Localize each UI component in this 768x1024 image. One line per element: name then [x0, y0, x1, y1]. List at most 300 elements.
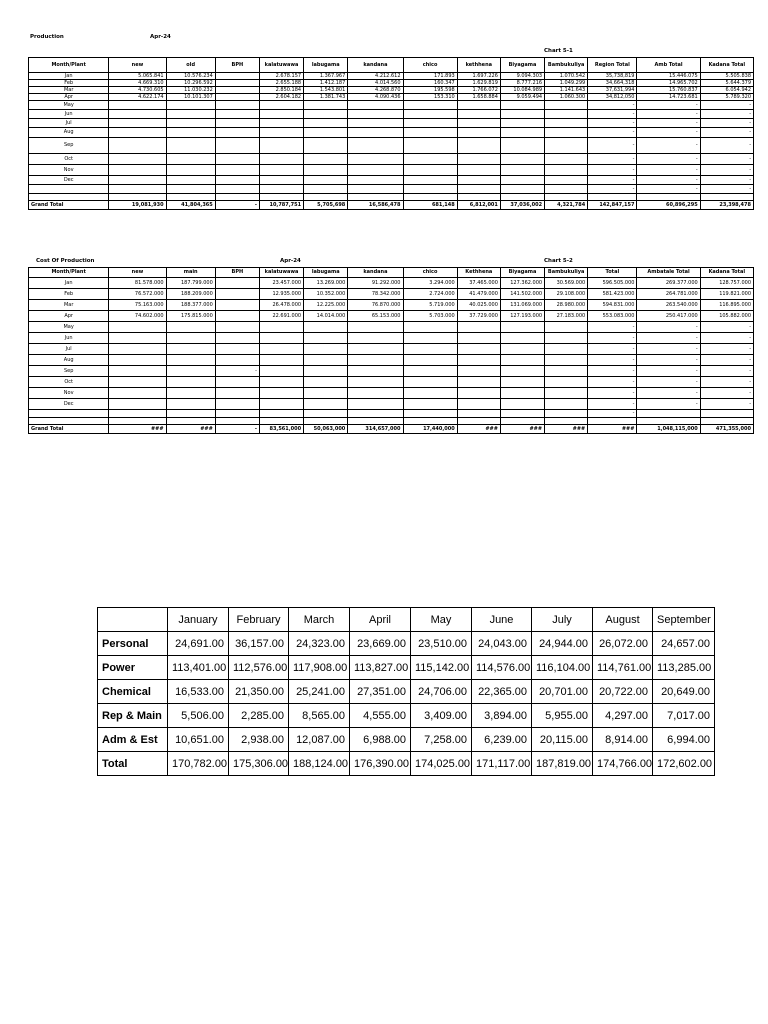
- table-cell: [259, 410, 303, 418]
- table-cell: [403, 101, 457, 110]
- table-row: [29, 410, 754, 418]
- row-label: Jun: [29, 333, 109, 344]
- table-cell: 41.479.000: [457, 289, 500, 300]
- table-cell: [403, 119, 457, 128]
- table-cell: 9.094.303: [500, 73, 544, 80]
- column-header: kandana: [348, 58, 403, 73]
- table-cell: 15.446.075: [637, 73, 700, 80]
- table-cell: [259, 399, 303, 410]
- table-cell: 10.101.307: [166, 94, 215, 101]
- table-cell: 115,142.00: [411, 656, 472, 680]
- table-cell: -: [700, 388, 753, 399]
- grand-total-cell: 4,321,784: [545, 201, 588, 210]
- table-cell: 4.268.870: [348, 87, 403, 94]
- table-cell: -: [700, 165, 753, 176]
- table-cell: -: [637, 344, 700, 355]
- table-row: [98, 704, 715, 728]
- table-cell: 3.294.000: [403, 278, 457, 289]
- table-cell: -: [588, 399, 637, 410]
- column-header: Month/Plant: [29, 268, 109, 278]
- table-cell: -: [588, 110, 637, 119]
- grand-total-cell: ###: [109, 425, 166, 434]
- cost-period: Apr-24: [280, 258, 301, 264]
- column-header: Month/Plant: [29, 58, 109, 73]
- table-cell: [109, 128, 166, 138]
- table-cell: 112,576.00: [229, 656, 289, 680]
- table-cell: -: [588, 138, 637, 154]
- table-row: [29, 185, 754, 194]
- table-cell: -: [637, 355, 700, 366]
- row-label: Power: [98, 656, 168, 680]
- table-row: [98, 680, 715, 704]
- table-cell: 12,087.00: [289, 728, 350, 752]
- table-cell: [259, 110, 303, 119]
- column-header: Bambukuliya: [545, 58, 588, 73]
- grand-total-cell: 681,148: [403, 201, 457, 210]
- table-cell: -: [588, 165, 637, 176]
- table-cell: [457, 110, 500, 119]
- table-cell: [304, 138, 348, 154]
- empty-cell: [545, 194, 588, 201]
- table-cell: -: [637, 322, 700, 333]
- table-cell: [457, 333, 500, 344]
- table-cell: 5.065.841: [109, 73, 166, 80]
- table-cell: [166, 185, 215, 194]
- table-cell: 14.965.702: [637, 80, 700, 87]
- table-cell: [215, 176, 259, 185]
- table-cell: 188.377.000: [166, 300, 215, 311]
- table-cell: [500, 101, 544, 110]
- empty-cell: [215, 418, 259, 425]
- grand-total-cell: 471,355,000: [700, 425, 753, 434]
- table-cell: [348, 399, 403, 410]
- table-row: [29, 300, 754, 311]
- table-cell: [457, 355, 500, 366]
- table-cell: [109, 110, 166, 119]
- table-cell: [215, 128, 259, 138]
- table-cell: [304, 410, 348, 418]
- table-cell: -: [588, 410, 637, 418]
- table-cell: -: [700, 377, 753, 388]
- table-cell: [457, 366, 500, 377]
- table-cell: -: [588, 333, 637, 344]
- table-cell: 127.362.000: [500, 278, 544, 289]
- table-cell: 113,285.00: [653, 656, 715, 680]
- table-cell: 1.060.300: [545, 94, 588, 101]
- row-label: Jan: [29, 278, 109, 289]
- table-cell: 5.789.320: [700, 94, 753, 101]
- column-header: Amb Total: [637, 58, 700, 73]
- table-cell: 12.935.000: [259, 289, 303, 300]
- table-cell: [545, 154, 588, 165]
- table-cell: [457, 322, 500, 333]
- table-cell: [304, 366, 348, 377]
- table-cell: [304, 165, 348, 176]
- table-cell: 5.505.838: [700, 73, 753, 80]
- table-row: [29, 388, 754, 399]
- table-cell: [166, 388, 215, 399]
- cost-header-row: [29, 268, 754, 278]
- grand-total-cell: 314,657,000: [348, 425, 403, 434]
- table-cell: 264.781.000: [637, 289, 700, 300]
- column-header: Biyagama: [500, 58, 544, 73]
- row-label: Nov: [29, 165, 109, 176]
- empty-cell: [29, 194, 109, 201]
- table-cell: 2,938.00: [229, 728, 289, 752]
- empty-cell: [259, 194, 303, 201]
- row-label: Mar: [29, 300, 109, 311]
- table-cell: 114,761.00: [593, 656, 653, 680]
- table-cell: [215, 119, 259, 128]
- table-cell: 176,390.00: [350, 752, 411, 776]
- production-header-row: [29, 58, 754, 73]
- table-cell: [500, 344, 544, 355]
- table-cell: [500, 128, 544, 138]
- table-cell: [109, 377, 166, 388]
- table-cell: 21,350.00: [229, 680, 289, 704]
- column-header: kethhena: [457, 58, 500, 73]
- table-cell: [500, 176, 544, 185]
- row-label: Total: [98, 752, 168, 776]
- table-row: [98, 728, 715, 752]
- table-cell: 20,701.00: [532, 680, 593, 704]
- table-cell: [215, 73, 259, 80]
- empty-cell: [109, 194, 166, 201]
- table-cell: -: [700, 128, 753, 138]
- grand-total-cell: -: [215, 201, 259, 210]
- column-header: Total: [588, 268, 637, 278]
- table-cell: [109, 366, 166, 377]
- production-period: Apr-24: [150, 34, 171, 40]
- grand-total-cell: 37,036,002: [500, 201, 544, 210]
- table-cell: -: [588, 101, 637, 110]
- table-cell: [166, 138, 215, 154]
- table-cell: 4,555.00: [350, 704, 411, 728]
- table-cell: 10.352.000: [304, 289, 348, 300]
- table-cell: 28.980.000: [545, 300, 588, 311]
- table-cell: [348, 165, 403, 176]
- table-cell: [348, 154, 403, 165]
- table-cell: 127.193.000: [500, 311, 544, 322]
- row-label: Oct: [29, 154, 109, 165]
- empty-cell: [348, 194, 403, 201]
- table-cell: 34,812,050: [588, 94, 637, 101]
- table-cell: 75.163.000: [109, 300, 166, 311]
- table-cell: 1.697.226: [457, 73, 500, 80]
- table-row: [98, 632, 715, 656]
- table-cell: [109, 138, 166, 154]
- table-cell: [259, 176, 303, 185]
- table-cell: -: [588, 119, 637, 128]
- table-row: [29, 289, 754, 300]
- table-cell: [348, 333, 403, 344]
- table-cell: -: [588, 355, 637, 366]
- row-label: Feb: [29, 80, 109, 87]
- table-cell: [109, 165, 166, 176]
- table-cell: [403, 355, 457, 366]
- table-cell: [500, 377, 544, 388]
- table-cell: 187,819.00: [532, 752, 593, 776]
- table-cell: 116.895.000: [700, 300, 753, 311]
- table-cell: [348, 110, 403, 119]
- table-cell: [166, 377, 215, 388]
- table-cell: 1.412.187: [304, 80, 348, 87]
- empty-cell: [29, 418, 109, 425]
- table-cell: [304, 110, 348, 119]
- table-cell: [348, 355, 403, 366]
- grand-total-cell: 41,804,365: [166, 201, 215, 210]
- table-cell: -: [637, 110, 700, 119]
- table-cell: [259, 154, 303, 165]
- table-cell: 3,894.00: [472, 704, 532, 728]
- table-cell: 27.183.000: [545, 311, 588, 322]
- table-cell: [304, 154, 348, 165]
- empty-cell: [215, 194, 259, 201]
- table-cell: -: [637, 399, 700, 410]
- table-cell: 2,285.00: [229, 704, 289, 728]
- table-cell: [109, 101, 166, 110]
- table-row: [29, 87, 754, 94]
- table-cell: [545, 185, 588, 194]
- table-cell: [215, 388, 259, 399]
- table-cell: 1.766.072: [457, 87, 500, 94]
- table-cell: -: [700, 110, 753, 119]
- table-cell: -: [700, 138, 753, 154]
- table-cell: 113,401.00: [168, 656, 229, 680]
- month-header: February: [229, 608, 289, 632]
- table-cell: [259, 101, 303, 110]
- table-cell: [348, 185, 403, 194]
- table-row: [29, 377, 754, 388]
- table-cell: [215, 110, 259, 119]
- table-cell: [215, 410, 259, 418]
- table-cell: [457, 410, 500, 418]
- table-cell: [304, 399, 348, 410]
- table-cell: [457, 377, 500, 388]
- table-cell: 37.465.000: [457, 278, 500, 289]
- grand-total-cell: 1,048,115,000: [637, 425, 700, 434]
- table-cell: 24,691.00: [168, 632, 229, 656]
- table-cell: [500, 333, 544, 344]
- table-row: [29, 311, 754, 322]
- table-cell: [259, 322, 303, 333]
- table-cell: [545, 366, 588, 377]
- table-cell: 78.342.000: [348, 289, 403, 300]
- table-cell: 74.602.000: [109, 311, 166, 322]
- table-cell: [545, 110, 588, 119]
- table-cell: 174,025.00: [411, 752, 472, 776]
- table-cell: -: [588, 154, 637, 165]
- column-header: Region Total: [588, 58, 637, 73]
- table-cell: 594.831.000: [588, 300, 637, 311]
- empty-cell: [588, 194, 637, 201]
- table-cell: 14.723.681: [637, 94, 700, 101]
- empty-cell: [500, 418, 544, 425]
- table-cell: [215, 165, 259, 176]
- table-cell: [109, 355, 166, 366]
- table-cell: 22.691.000: [259, 311, 303, 322]
- table-cell: [500, 322, 544, 333]
- table-cell: [304, 119, 348, 128]
- table-cell: [304, 388, 348, 399]
- row-label: Dec: [29, 176, 109, 185]
- column-header: main: [166, 268, 215, 278]
- table-cell: [348, 377, 403, 388]
- table-cell: [166, 165, 215, 176]
- row-label: Aug: [29, 355, 109, 366]
- table-cell: [166, 128, 215, 138]
- table-cell: 26,072.00: [593, 632, 653, 656]
- empty-cell: [637, 418, 700, 425]
- table-cell: [637, 410, 700, 418]
- row-label: May: [29, 101, 109, 110]
- empty-cell: [166, 418, 215, 425]
- table-cell: [403, 154, 457, 165]
- table-cell: -: [700, 322, 753, 333]
- table-cell: 5,506.00: [168, 704, 229, 728]
- table-cell: 1.543.801: [304, 87, 348, 94]
- table-cell: [500, 165, 544, 176]
- empty-cell: [259, 418, 303, 425]
- table-cell: 3,409.00: [411, 704, 472, 728]
- table-cell: [259, 355, 303, 366]
- grand-total-cell: ###: [457, 425, 500, 434]
- table-cell: 175,306.00: [229, 752, 289, 776]
- table-cell: [215, 154, 259, 165]
- table-cell: 8,565.00: [289, 704, 350, 728]
- table-cell: -: [588, 185, 637, 194]
- table-cell: [348, 388, 403, 399]
- column-header: Biyagama: [500, 268, 544, 278]
- table-cell: [304, 101, 348, 110]
- grand-total-cell: 50,063,000: [304, 425, 348, 434]
- table-cell: 7,258.00: [411, 728, 472, 752]
- table-cell: 105.882.000: [700, 311, 753, 322]
- row-label: May: [29, 322, 109, 333]
- table-cell: -: [588, 388, 637, 399]
- table-cell: 10,651.00: [168, 728, 229, 752]
- table-cell: 20,649.00: [653, 680, 715, 704]
- row-label: [29, 185, 109, 194]
- table-cell: [259, 333, 303, 344]
- table-cell: 2.678.157: [259, 73, 303, 80]
- table-cell: [457, 154, 500, 165]
- summary-body: [98, 632, 715, 776]
- table-row: [98, 752, 715, 776]
- table-cell: [403, 138, 457, 154]
- table-cell: 6,988.00: [350, 728, 411, 752]
- table-cell: 24,323.00: [289, 632, 350, 656]
- table-cell: [545, 410, 588, 418]
- table-cell: [500, 119, 544, 128]
- row-label: Adm & Est: [98, 728, 168, 752]
- month-header: August: [593, 608, 653, 632]
- table-cell: 91.292.000: [348, 278, 403, 289]
- grand-total-cell: 142,847,157: [588, 201, 637, 210]
- table-cell: [545, 119, 588, 128]
- table-cell: 187.799.000: [166, 278, 215, 289]
- table-cell: 1.367.967: [304, 73, 348, 80]
- table-row: [29, 80, 754, 87]
- table-cell: 29.108.000: [545, 289, 588, 300]
- table-cell: -: [215, 366, 259, 377]
- table-cell: [215, 377, 259, 388]
- table-cell: 37,631,994: [588, 87, 637, 94]
- table-cell: 1.658.884: [457, 94, 500, 101]
- column-header: labugama: [304, 58, 348, 73]
- table-cell: 11.030.232: [166, 87, 215, 94]
- table-row: [29, 165, 754, 176]
- row-label: [29, 410, 109, 418]
- table-cell: 37.729.000: [457, 311, 500, 322]
- table-row: [29, 344, 754, 355]
- table-cell: 24,944.00: [532, 632, 593, 656]
- table-cell: -: [637, 128, 700, 138]
- table-cell: 1.141.643: [545, 87, 588, 94]
- grand-total-cell: ###: [166, 425, 215, 434]
- table-cell: [500, 399, 544, 410]
- table-cell: [304, 322, 348, 333]
- table-row: [29, 138, 754, 154]
- table-cell: 174,766.00: [593, 752, 653, 776]
- table-cell: 6,994.00: [653, 728, 715, 752]
- row-label: Dec: [29, 399, 109, 410]
- table-row: [29, 278, 754, 289]
- grand-total-cell: ###: [588, 425, 637, 434]
- column-header: chico: [403, 58, 457, 73]
- table-cell: 20,115.00: [532, 728, 593, 752]
- table-cell: 10.296.592: [166, 80, 215, 87]
- grand-total-row: [29, 425, 754, 434]
- table-cell: [259, 165, 303, 176]
- table-cell: 128.757.000: [700, 278, 753, 289]
- table-cell: [545, 377, 588, 388]
- table-cell: [545, 128, 588, 138]
- table-cell: [215, 185, 259, 194]
- table-cell: 141.502.000: [500, 289, 544, 300]
- table-cell: 23,669.00: [350, 632, 411, 656]
- row-label: Aug: [29, 128, 109, 138]
- table-cell: 26.478.000: [259, 300, 303, 311]
- month-header: May: [411, 608, 472, 632]
- table-cell: 2.604.182: [259, 94, 303, 101]
- table-cell: -: [700, 344, 753, 355]
- table-cell: -: [700, 176, 753, 185]
- table-cell: [403, 165, 457, 176]
- table-cell: 23,510.00: [411, 632, 472, 656]
- table-cell: [304, 377, 348, 388]
- table-cell: 2.724.000: [403, 289, 457, 300]
- table-cell: 1.049.299: [545, 80, 588, 87]
- table-cell: [545, 138, 588, 154]
- production-body: [29, 73, 754, 210]
- grand-total-row: [29, 201, 754, 210]
- table-cell: 15.760.837: [637, 87, 700, 94]
- table-row: [29, 119, 754, 128]
- empty-cell: [403, 194, 457, 201]
- table-cell: 175.815.000: [166, 311, 215, 322]
- table-cell: [304, 185, 348, 194]
- empty-cell: [166, 194, 215, 201]
- table-cell: [545, 388, 588, 399]
- table-cell: [259, 366, 303, 377]
- empty-cell: [700, 418, 753, 425]
- table-cell: 10.084.989: [500, 87, 544, 94]
- column-header: kalatuwawa: [259, 268, 303, 278]
- table-row: [29, 333, 754, 344]
- table-cell: [215, 289, 259, 300]
- table-cell: [457, 399, 500, 410]
